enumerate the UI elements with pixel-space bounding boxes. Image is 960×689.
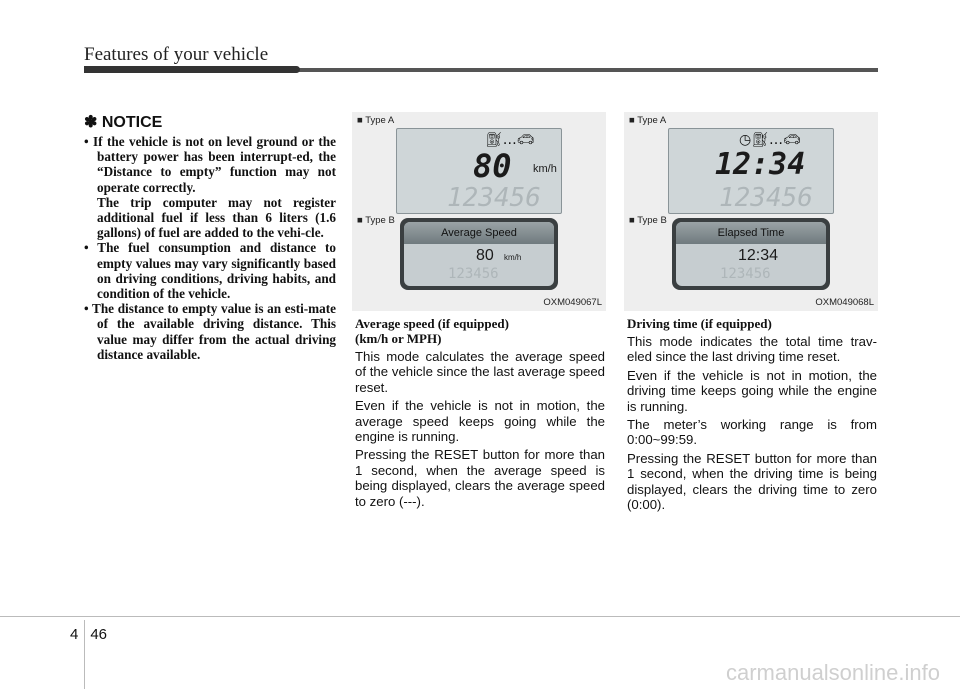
notice-item — [84, 134, 336, 240]
lcd-a-value: 80 — [473, 147, 512, 185]
body-paragraph: The meter’s working range is from 0:00~99:59. — [627, 417, 877, 448]
lcd-a-unit: km/h — [533, 163, 557, 175]
lcd-b-screen — [404, 222, 554, 286]
lcd-b-odometer: 123456 — [448, 266, 499, 282]
driving-time-section — [627, 316, 877, 512]
section-heading: Driving time (if equipped) — [627, 316, 772, 331]
body-paragraph: This mode indicates the total time trav-eled since the last driving time reset. — [627, 334, 877, 365]
type-a-label: ■ Type A — [357, 115, 395, 126]
figure-driving-time — [624, 112, 878, 311]
footer-rule — [0, 616, 960, 617]
body-paragraph: Pressing the RESET button for more than 1 second, when the average speed is being displayed, clears the average speed to zero (---). — [355, 447, 605, 509]
body-paragraph: Even if the vehicle is not in motion, the driving time keeps going while the engine is running. — [627, 367, 877, 414]
fuel-pump-car-icon: ⛽︎…🚗︎ — [485, 132, 535, 148]
lcd-a-odometer: 123456 — [719, 183, 813, 213]
notice-item-subtext: The trip computer may not register additional fuel if less than 6 liters (1.6 gallons) of fuel are added to the vehi-cle. — [97, 194, 336, 241]
lcd-a-value: 12:34 — [715, 147, 806, 182]
lcd-type-a — [396, 128, 562, 214]
page-number-value: 46 — [90, 626, 108, 643]
body-paragraph: Even if the vehicle is not in motion, the average speed keeps going while the engine is running. — [355, 398, 605, 445]
chapter-number: 4 — [70, 626, 79, 643]
notice-item-text: • If the vehicle is not on level ground or the battery power has been interrupt-ed, the “Distance to empty” function may not operate correctly. — [84, 134, 336, 195]
notice-box — [84, 112, 336, 362]
lcd-b-odometer: 123456 — [720, 266, 771, 282]
notice-list — [84, 134, 336, 362]
notice-item-text: • The fuel consumption and distance to empty values may vary significantly based on driving conditions, driving habits, and condition of the vehicle. — [84, 240, 336, 302]
clock-fuel-car-icon: ◷⛽︎…🚗︎ — [739, 132, 801, 148]
figure-average-speed — [352, 112, 606, 311]
notice-title: ✽ NOTICE — [84, 114, 163, 131]
page-number — [70, 626, 107, 643]
notice-item — [84, 240, 336, 301]
lcd-type-b — [400, 218, 558, 290]
lcd-b-value: 80 — [476, 247, 494, 264]
lcd-a-odometer: 123456 — [447, 183, 541, 213]
type-a-label: ■ Type A — [629, 115, 667, 126]
figure-code: OXM049068L — [815, 297, 874, 308]
section-heading: Average speed (if equipped) — [355, 316, 509, 331]
lcd-b-unit: km/h — [504, 253, 522, 262]
lcd-b-banner: Average Speed — [404, 222, 554, 244]
watermark: carmanualsonline.info — [725, 660, 940, 685]
average-speed-section — [355, 316, 605, 509]
type-b-label: ■ Type B — [357, 215, 395, 226]
lcd-b-value: 12:34 — [738, 247, 779, 264]
lcd-b-screen — [676, 222, 826, 286]
notice-item — [84, 301, 336, 362]
section-subheading: (km/h or MPH) — [355, 331, 442, 346]
header-rule-accent — [84, 66, 300, 73]
notice-item-text: • The distance to empty value is an esti-mate of the available driving distance. This value may differ from the actual driving distance available. — [84, 301, 336, 362]
lcd-b-banner: Elapsed Time — [676, 222, 826, 244]
lcd-type-b — [672, 218, 830, 290]
body-paragraph: This mode calculates the average speed of the vehicle since the last average speed reset. — [355, 349, 605, 395]
type-b-label: ■ Type B — [629, 215, 667, 226]
figure-code: OXM049067L — [543, 297, 602, 308]
lcd-type-a — [668, 128, 834, 214]
page-header-title: Features of your vehicle — [84, 44, 269, 65]
body-paragraph: Pressing the RESET button for more than 1 second, when the driving time is being displayed, clears the driving time to zero (0:00). — [627, 450, 877, 513]
